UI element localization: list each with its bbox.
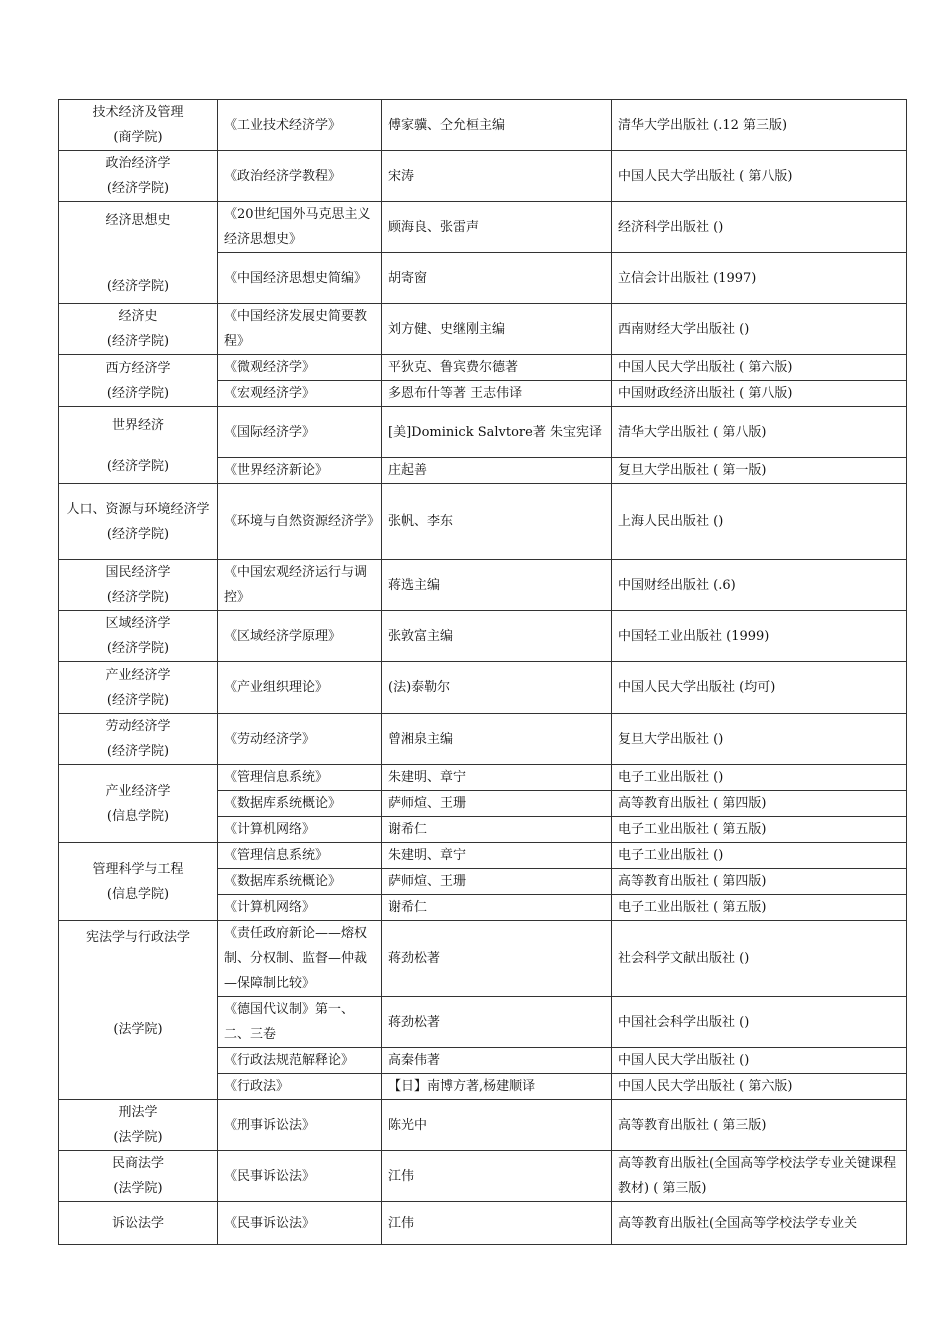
book-title-cell: 《劳动经济学》 (218, 714, 382, 765)
author-cell: 平狄克、鲁宾费尔德著 (382, 355, 612, 381)
author-cell: 张敦富主编 (382, 611, 612, 662)
major-cell (59, 151, 218, 202)
book-title-cell: 《20世纪国外马克思主义经济思想史》 (218, 202, 382, 253)
book-title-cell: 《刑事诉讼法》 (218, 1100, 382, 1151)
publisher-cell: 电子工业出版社 ( 第五版) (612, 817, 907, 843)
school-name: (法学院) (113, 1130, 163, 1145)
book-title-cell: 《中国经济发展史简要教程》 (218, 304, 382, 355)
table-row (59, 151, 907, 202)
publisher-cell: 清华大学出版社 ( 第八版) (612, 407, 907, 458)
author-cell: 曾湘泉主编 (382, 714, 612, 765)
book-title-cell: 《民事诉讼法》 (218, 1202, 382, 1245)
book-title-cell: 《责任政府新论——熔权制、分权制、监督—仲裁—保障制比较》 (218, 921, 382, 997)
book-title-cell: 《管理信息系统》 (218, 843, 382, 869)
publisher-cell: 中国财经出版社 (.6) (612, 560, 907, 611)
major-cell (59, 484, 218, 560)
major-cell (59, 1100, 218, 1151)
publisher-cell: 电子工业出版社 () (612, 765, 907, 791)
author-cell: 刘方健、史继刚主编 (382, 304, 612, 355)
book-title-cell: 《德国代议制》第一、二、三卷 (218, 997, 382, 1048)
author-cell: 江伟 (382, 1151, 612, 1202)
table-row (59, 662, 907, 714)
author-cell: 张帆、李东 (382, 484, 612, 560)
book-title-cell: 《产业组织理论》 (218, 662, 382, 714)
publisher-cell: 社会科学文献出版社 () (612, 921, 907, 997)
major-name: 国民经济学 (105, 565, 171, 580)
book-title-cell: 《计算机网络》 (218, 817, 382, 843)
author-cell: 多恩布什等著 王志伟译 (382, 381, 612, 407)
major-name: 政治经济学 (105, 156, 171, 171)
publisher-cell: 高等教育出版社(全国高等学校法学专业关键课程教材) ( 第三版) (612, 1151, 907, 1202)
major-cell (59, 714, 218, 765)
author-cell: 【日】南博方著,杨建顺译 (382, 1074, 612, 1100)
author-cell: 谢希仁 (382, 817, 612, 843)
book-title-cell: 《行政法规范解释论》 (218, 1048, 382, 1074)
publisher-cell: 高等教育出版社(全国高等学校法学专业关 (612, 1202, 907, 1245)
major-name: 西方经济学 (105, 360, 171, 376)
book-title-cell: 《计算机网络》 (218, 895, 382, 921)
major-cell (59, 202, 218, 304)
author-cell: 胡寄窗 (382, 253, 612, 304)
school-name: (经济学院) (106, 279, 170, 294)
major-name: 人口、资源与环境经济学 (66, 501, 210, 517)
major-cell (59, 304, 218, 355)
table-row (59, 304, 907, 355)
major-cell (59, 1202, 218, 1245)
publisher-cell: 中国人民大学出版社 ( 第八版) (612, 151, 907, 202)
author-cell: 萨师煊、王珊 (382, 869, 612, 895)
major-name: 经济思想史 (105, 213, 171, 228)
author-cell: 谢希仁 (382, 895, 612, 921)
major-name: 技术经济及管理 (92, 105, 184, 120)
major-cell (59, 560, 218, 611)
school-name: (法学院) (113, 1181, 163, 1196)
major-cell (59, 1151, 218, 1202)
table-row (59, 100, 907, 151)
school-name: (经济学院) (106, 181, 170, 196)
publisher-cell: 高等教育出版社 ( 第四版) (612, 869, 907, 895)
table-row (59, 560, 907, 611)
major-name: 产业经济学 (105, 667, 171, 683)
table-row (59, 407, 907, 458)
school-name: (信息学院) (106, 808, 170, 824)
author-cell: 蒋选主编 (382, 560, 612, 611)
table-row (59, 202, 907, 253)
school-name: (经济学院) (106, 526, 170, 542)
author-cell: 蒋劲松著 (382, 997, 612, 1048)
book-title-cell: 《宏观经济学》 (218, 381, 382, 407)
author-cell: 高秦伟著 (382, 1048, 612, 1074)
publisher-cell: 中国人民大学出版社 ( 第六版) (612, 355, 907, 381)
school-name: (经济学院) (106, 590, 170, 605)
publisher-cell: 经济科学出版社 () (612, 202, 907, 253)
major-name: 刑法学 (118, 1105, 158, 1120)
major-cell (59, 921, 218, 1100)
author-cell: 宋涛 (382, 151, 612, 202)
author-cell: 顾海良、张雷声 (382, 202, 612, 253)
book-title-cell: 《行政法》 (218, 1074, 382, 1100)
major-name: 管理科学与工程 (92, 861, 184, 877)
publisher-cell: 电子工业出版社 ( 第五版) (612, 895, 907, 921)
author-cell: 江伟 (382, 1202, 612, 1245)
publisher-cell: 中国人民大学出版社 (均可) (612, 662, 907, 714)
publisher-cell: 清华大学出版社 (.12 第三版) (612, 100, 907, 151)
book-title-cell: 《数据库系统概论》 (218, 791, 382, 817)
major-cell (59, 407, 218, 484)
school-name: (经济学院) (106, 385, 170, 401)
publisher-cell: 复旦大学出版社 ( 第一版) (612, 458, 907, 484)
publisher-cell: 中国社会科学出版社 () (612, 997, 907, 1048)
publisher-cell: 中国人民大学出版社 ( 第六版) (612, 1074, 907, 1100)
major-name: 经济史 (118, 309, 158, 324)
major-name: 区域经济学 (105, 616, 171, 631)
major-name: 诉讼法学 (111, 1215, 164, 1231)
book-title-cell: 《环境与自然资源经济学》 (218, 484, 382, 560)
major-name: 产业经济学 (105, 783, 171, 799)
book-title-cell: 《区域经济学原理》 (218, 611, 382, 662)
school-name: (商学院) (113, 130, 163, 145)
book-title-cell: 《国际经济学》 (218, 407, 382, 458)
table-row (59, 714, 907, 765)
publisher-cell: 中国轻工业出版社 (1999) (612, 611, 907, 662)
school-name: (经济学院) (106, 744, 170, 759)
author-cell: [美]Dominick Salvtore著 朱宝宪译 (382, 407, 612, 458)
author-cell: 庄起善 (382, 458, 612, 484)
book-title-cell: 《微观经济学》 (218, 355, 382, 381)
author-cell: 傅家骥、仝允桓主编 (382, 100, 612, 151)
school-name: (法学院) (113, 1022, 163, 1037)
author-cell: 蒋劲松著 (382, 921, 612, 997)
book-title-cell: 《世界经济新论》 (218, 458, 382, 484)
textbook-table (58, 99, 907, 1245)
major-cell (59, 765, 218, 843)
major-cell (59, 843, 218, 921)
author-cell: 萨师煊、王珊 (382, 791, 612, 817)
table-row (59, 611, 907, 662)
publisher-cell: 西南财经大学出版社 () (612, 304, 907, 355)
publisher-cell: 中国财政经济出版社 ( 第八版) (612, 381, 907, 407)
school-name: (经济学院) (106, 334, 170, 349)
book-title-cell: 《中国经济思想史简编》 (218, 253, 382, 304)
major-cell (59, 662, 218, 714)
book-title-cell: 《中国宏观经济运行与调控》 (218, 560, 382, 611)
school-name: (信息学院) (106, 886, 170, 902)
book-title-cell: 《数据库系统概论》 (218, 869, 382, 895)
table-row (59, 355, 907, 381)
major-cell (59, 100, 218, 151)
publisher-cell: 立信会计出版社 (1997) (612, 253, 907, 304)
publisher-cell: 复旦大学出版社 () (612, 714, 907, 765)
book-title-cell: 《管理信息系统》 (218, 765, 382, 791)
table-row (59, 765, 907, 791)
major-name: 宪法学与行政法学 (85, 930, 190, 945)
school-name: (经济学院) (106, 692, 170, 708)
table-row (59, 1100, 907, 1151)
table-row (59, 843, 907, 869)
publisher-cell: 电子工业出版社 () (612, 843, 907, 869)
publisher-cell: 上海人民出版社 () (612, 484, 907, 560)
author-cell: (法)泰勒尔 (382, 662, 612, 714)
table-row (59, 921, 907, 997)
author-cell: 朱建明、章宁 (382, 843, 612, 869)
publisher-cell: 高等教育出版社 ( 第三版) (612, 1100, 907, 1151)
school-name: (经济学院) (106, 459, 170, 474)
book-title-cell: 《政治经济学教程》 (218, 151, 382, 202)
major-name: 世界经济 (111, 418, 164, 433)
major-cell (59, 355, 218, 407)
table-row (59, 484, 907, 560)
publisher-cell: 中国人民大学出版社 () (612, 1048, 907, 1074)
book-title-cell: 《民事诉讼法》 (218, 1151, 382, 1202)
author-cell: 陈光中 (382, 1100, 612, 1151)
major-name: 民商法学 (111, 1156, 164, 1171)
table-row (59, 1202, 907, 1245)
book-title-cell: 《工业技术经济学》 (218, 100, 382, 151)
major-name: 劳动经济学 (105, 719, 171, 734)
author-cell: 朱建明、章宁 (382, 765, 612, 791)
publisher-cell: 高等教育出版社 ( 第四版) (612, 791, 907, 817)
major-cell (59, 611, 218, 662)
table-row (59, 1151, 907, 1202)
school-name: (经济学院) (106, 641, 170, 656)
